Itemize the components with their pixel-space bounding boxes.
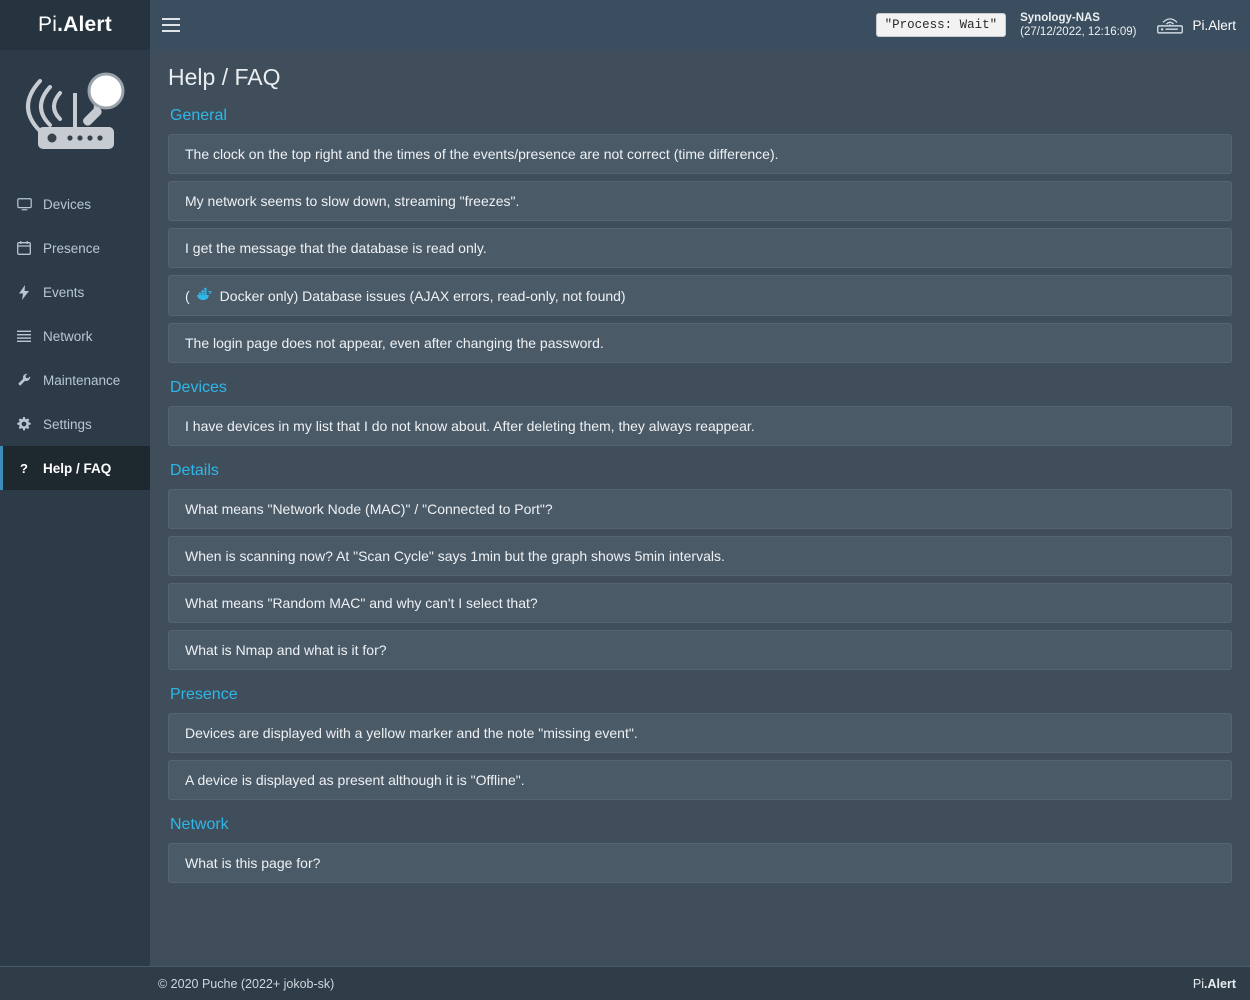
nas-device-icon xyxy=(1156,14,1184,36)
sidebar-item-label: Help / FAQ xyxy=(43,460,112,476)
faq-item-label: Docker only) Database issues (AJAX errors, read-only, not found) xyxy=(219,287,626,304)
faq-list-devices xyxy=(168,406,1232,446)
footer-copyright: © 2020 Puche (2022+ jokob-sk) xyxy=(158,976,335,991)
monitor-icon xyxy=(15,198,33,211)
navbar xyxy=(150,0,1250,50)
faq-item[interactable]: What is Nmap and what is it for? xyxy=(168,630,1232,670)
sidebar-item-label: Events xyxy=(43,284,85,300)
sidebar-item-settings[interactable] xyxy=(0,402,150,446)
footer-brand xyxy=(1193,977,1236,991)
footer-brand-suffix: .Alert xyxy=(1204,976,1236,991)
user-menu[interactable] xyxy=(1150,14,1236,36)
sidebar-item-label: Presence xyxy=(43,240,101,256)
sidebar-item-presence[interactable] xyxy=(0,226,150,270)
process-status-badge: "Process: Wait" xyxy=(876,13,1007,37)
faq-list-general xyxy=(168,134,1232,363)
brand-suffix: .Alert xyxy=(57,13,112,36)
svg-text:?: ? xyxy=(20,461,28,475)
top-bar xyxy=(0,0,1250,50)
section-title-network: Network xyxy=(170,816,229,833)
faq-item[interactable]: What is this page for? xyxy=(168,843,1232,883)
footer-brand-prefix: Pi xyxy=(1192,976,1205,991)
faq-item[interactable]: Devices are displayed with a yellow marker and the note "missing event". xyxy=(168,713,1232,753)
pialert-radar-logo xyxy=(0,50,150,170)
faq-item[interactable]: I have devices in my list that I do not know about. After deleting them, they always reappear. xyxy=(168,406,1232,446)
wrench-icon xyxy=(15,373,33,387)
section-title-general: General xyxy=(170,107,227,124)
host-time: (27/12/2022, 12:16:09) xyxy=(1020,26,1137,38)
body-wrapper xyxy=(0,50,1250,966)
sidebar-item-label: Devices xyxy=(43,196,92,212)
footer xyxy=(0,966,1250,1000)
section-title-details: Details xyxy=(170,462,219,479)
calendar-icon xyxy=(15,241,33,255)
sidebar-item-network[interactable] xyxy=(0,314,150,358)
faq-item[interactable]: A device is displayed as present although it is "Offline". xyxy=(168,760,1232,800)
content-area xyxy=(150,50,1250,966)
user-name: Pi.Alert xyxy=(1192,17,1236,33)
faq-list-network xyxy=(168,843,1232,883)
faq-item[interactable]: What means "Random MAC" and why can't I select that? xyxy=(168,583,1232,623)
section-title-presence: Presence xyxy=(170,686,238,703)
host-info xyxy=(1020,11,1136,40)
brand-prefix: Pi xyxy=(38,13,58,36)
sidebar xyxy=(0,50,150,966)
faq-item[interactable]: The login page does not appear, even after changing the password. xyxy=(168,323,1232,363)
navbar-right-group xyxy=(876,11,1236,40)
bolt-icon xyxy=(15,285,33,300)
sidebar-menu xyxy=(0,182,150,490)
host-name: Synology-NAS xyxy=(1020,11,1100,24)
question-icon xyxy=(15,461,33,475)
sidebar-item-label: Network xyxy=(43,328,93,344)
page-title: Help / FAQ xyxy=(168,64,281,90)
brand-logo[interactable] xyxy=(0,0,150,50)
gear-icon xyxy=(15,417,33,431)
sidebar-item-devices[interactable] xyxy=(0,182,150,226)
sidebar-item-events[interactable] xyxy=(0,270,150,314)
section-title-devices: Devices xyxy=(170,379,227,396)
docker-icon xyxy=(196,287,214,304)
sidebar-item-label: Maintenance xyxy=(43,372,121,388)
sidebar-item-label: Settings xyxy=(43,416,92,432)
sidebar-item-help-faq[interactable] xyxy=(0,446,150,490)
faq-item[interactable]: My network seems to slow down, streaming "freezes". xyxy=(168,181,1232,221)
list-icon xyxy=(15,330,33,342)
faq-item[interactable]: What means "Network Node (MAC)" / "Connected to Port"? xyxy=(168,489,1232,529)
faq-item[interactable]: The clock on the top right and the times of the events/presence are not correct (time difference). xyxy=(168,134,1232,174)
faq-item[interactable]: When is scanning now? At "Scan Cycle" says 1min but the graph shows 5min intervals. xyxy=(168,536,1232,576)
faq-item-docker[interactable] xyxy=(168,275,1232,316)
faq-item[interactable]: I get the message that the database is read only. xyxy=(168,228,1232,268)
sidebar-item-maintenance[interactable] xyxy=(0,358,150,402)
hamburger-icon[interactable] xyxy=(150,0,192,50)
faq-item-prefix: ( xyxy=(185,287,190,304)
faq-list-presence xyxy=(168,713,1232,800)
faq-list-details xyxy=(168,489,1232,670)
